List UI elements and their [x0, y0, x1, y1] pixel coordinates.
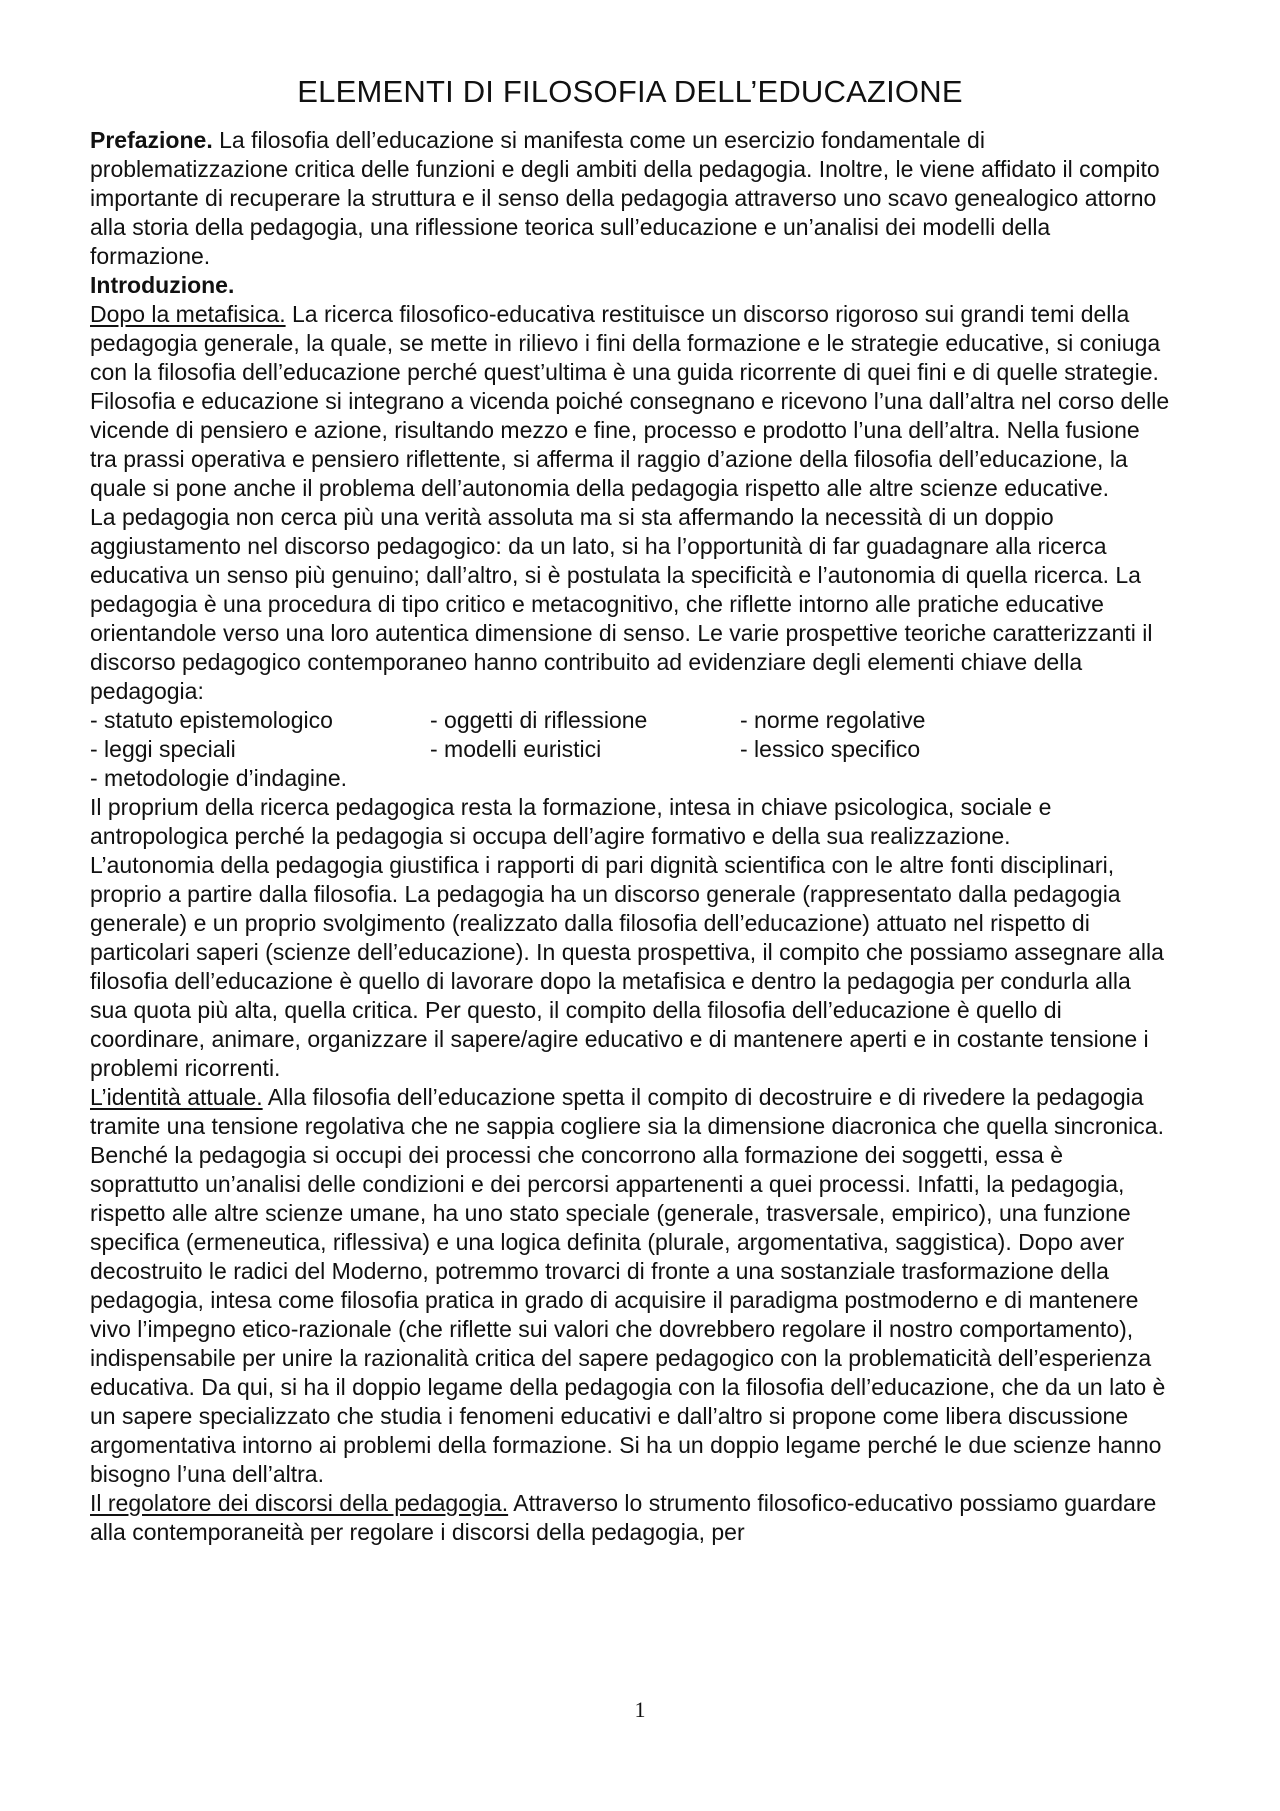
list-item: - oggetti di riflessione — [430, 707, 648, 733]
document-page — [90, 72, 1170, 1547]
document-title: ELEMENTI DI FILOSOFIA DELL’EDUCAZIONE — [297, 74, 963, 109]
section-regolatore-heading: Il regolatore dei discorsi della pedagogia. — [90, 1490, 509, 1516]
section-dopo-metafisica-text-1: La ricerca filosofico-educativa restituisce un discorso rigoroso sui grandi temi della pedagogia generale, la quale, se mette in rilievo i fini della formazione e le strategie educative, si coniuga con la filosofia dell’educazione perché quest’ultima è una guida ricorrente di quei fini e di quelle strategie. Filosofia e educazione si integrano a vicenda poiché consegnano e ricevono l’una dall’altra nel corso delle vicende di pensiero e azione, risultando mezzo e fine, processo e prodotto l’una dell’altra. Nella fusione tra prassi operativa e pensiero riflettente, si afferma il raggio d’azione della filosofia dell’educazione, la quale si pone anche il problema dell’autonomia della pedagogia rispetto alle altre scienze educative. — [90, 301, 1170, 501]
section-identita-attuale-heading: L’identità attuale. — [90, 1084, 263, 1110]
page-number: 1 — [634, 1697, 646, 1722]
section-identita-attuale-paragraph — [90, 1083, 1170, 1489]
prefazione-paragraph — [90, 126, 1170, 271]
prefazione-heading: Prefazione. — [90, 127, 213, 153]
list-item: - leggi speciali — [90, 736, 236, 762]
section-identita-attuale-text: Alla filosofia dell’educazione spetta il compito di decostruire e di rivedere la pedagogia tramite una tensione regolativa che ne sappia cogliere sia la dimensione diacronica che quella sincronica. Benché la pedagogia si occupi dei processi che concorrono alla formazione dei soggetti, essa è soprattutto un’analisi delle condizioni e dei percorsi appartenenti a quei processi. Infatti, la pedagogia, rispetto alle altre scienze umane, ha uno stato speciale (generale, trasversale, empirico), una funzione specifica (ermeneutica, riflessiva) e una logica definita (plurale, argomentativa, saggistica). Dopo aver decostruito le radici del Moderno, potremmo trovarci di fronte a una sostanziale trasformazione della pedagogia, intesa come filosofia pratica in grado di acquisire il paradigma postmoderno e di mantenere vivo l’impegno etico-razionale (che riflette sui valori che dovrebbero regolare il nostro comportamento), indispensabile per unire la razionalità critica del sapere pedagogico con la problematicità dell’esperienza educativa. Da qui, si ha il doppio legame della pedagogia con la filosofia dell’educazione, che da un lato è un sapere specializzato che studia i fenomeni educativi e dall’altro si propone come libera discussione argomentativa intorno ai problemi della formazione. Si ha un doppio legame perché le due scienze hanno bisogno l’una dell’altra. — [90, 1084, 1166, 1487]
key-elements-list — [90, 706, 1170, 793]
introduzione-heading: Introduzione. — [90, 272, 235, 298]
proprium-paragraph: Il proprium della ricerca pedagogica resta la formazione, intesa in chiave psicologica, sociale e antropologica perché la pedagogia si occupa dell’agire formativo e della sua realizzazione. — [90, 794, 1052, 849]
list-item: - norme regolative — [740, 707, 926, 733]
list-item: - lessico specifico — [740, 736, 921, 762]
list-item: - modelli euristici — [430, 736, 602, 762]
list-item: - metodologie d’indagine. — [90, 765, 348, 791]
section-regolatore-text: Attraverso lo strumento filosofico-educativo possiamo guardare alla contemporaneità per regolare i discorsi della pedagogia, per — [90, 1490, 1157, 1545]
autonomia-paragraph: L’autonomia della pedagogia giustifica i rapporti di pari dignità scientifica con le altre fonti disciplinari, proprio a partire dalla filosofia. La pedagogia ha un discorso generale (rappresentato dalla pedagogia generale) e un proprio svolgimento (realizzato dalla filosofia dell’educazione) attuato nel rispetto di particolari saperi (scienze dell’educazione). In questa prospettiva, il compito che possiamo assegnare alla filosofia dell’educazione è quello di lavorare dopo la metafisica e dentro la pedagogia per condurla alla sua quota più alta, quella critica. Per questo, il compito della filosofia dell’educazione è quello di coordinare, animare, organizzare il sapere/agire educativo e di mantenere aperti e in costante tensione i problemi ricorrenti. — [90, 852, 1164, 1081]
section-regolatore-paragraph — [90, 1489, 1170, 1547]
list-item: - statuto epistemologico — [90, 707, 333, 733]
section-dopo-metafisica-paragraph-1 — [90, 300, 1170, 503]
section-dopo-metafisica-heading: Dopo la metafisica. — [90, 301, 286, 327]
prefazione-text: La filosofia dell’educazione si manifesta come un esercizio fondamentale di problematizzazione critica delle funzioni e degli ambiti della pedagogia. Inoltre, le viene affidato il compito importante di recuperare la struttura e il senso della pedagogia attraverso uno scavo genealogico attorno alla storia della pedagogia, una riflessione teorica sull’educazione e un’analisi dei modelli della formazione. — [90, 127, 1160, 269]
section-dopo-metafisica-paragraph-2: La pedagogia non cerca più una verità assoluta ma si sta affermando la necessità di un doppio aggiustamento nel discorso pedagogico: da un lato, si ha l’opportunità di far guadagnare alla ricerca educativa un senso più genuino; dall’altro, si è postulata la specificità e l’autonomia di quella ricerca. La pedagogia è una procedura di tipo critico e metacognitivo, che riflette intorno alle pratiche educative orientandole verso una loro autentica dimensione di senso. Le varie prospettive teoriche caratterizzanti il discorso pedagogico contemporaneo hanno contribuito ad evidenziare degli elementi chiave della pedagogia: — [90, 504, 1153, 704]
